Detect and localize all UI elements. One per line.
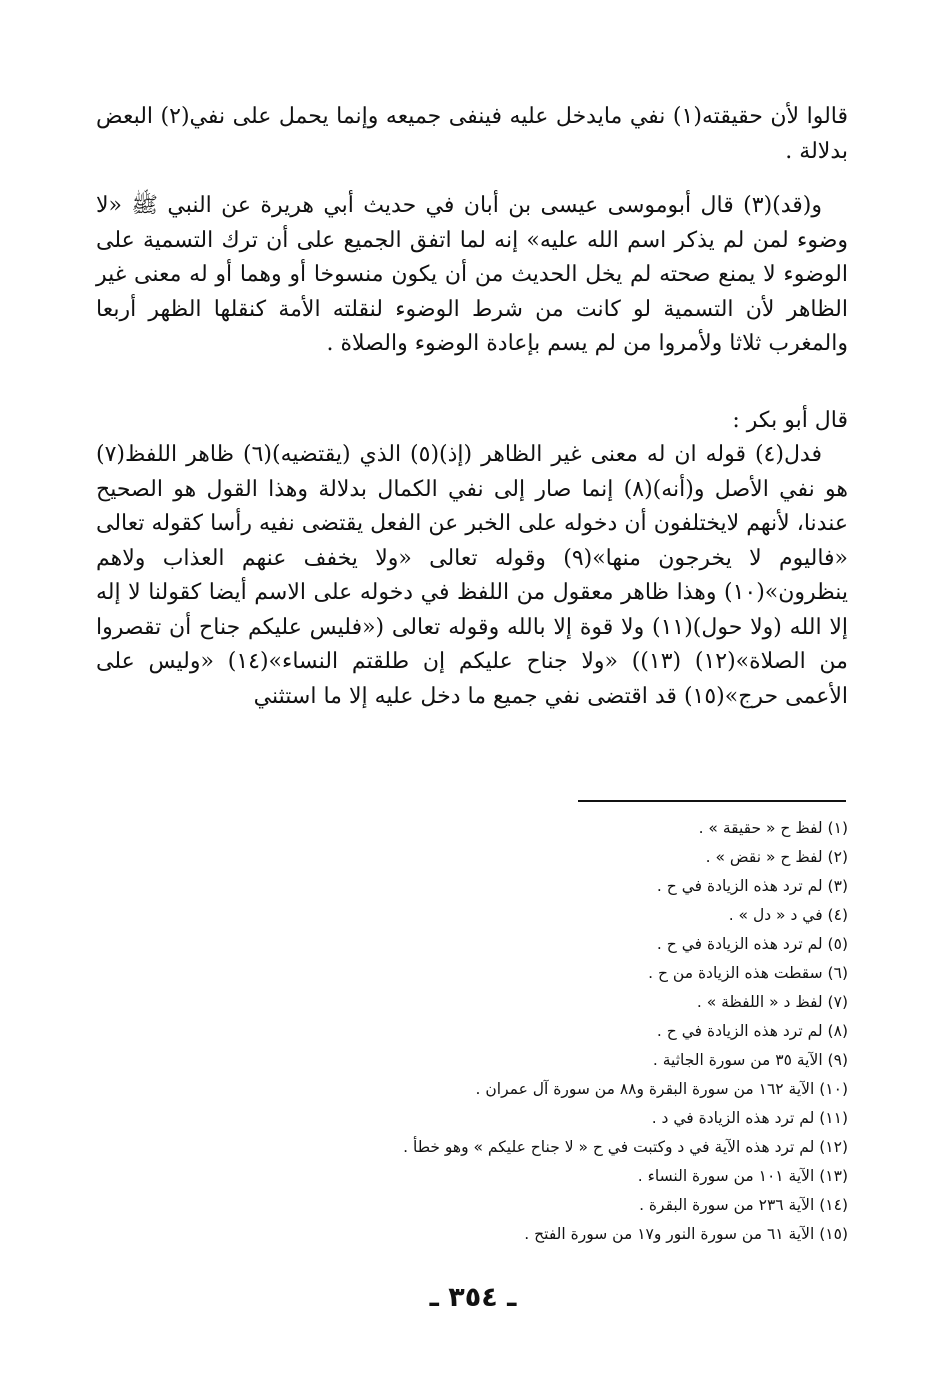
footnotes-list [148, 814, 848, 1249]
footnote-3: (٣) لم ترد هذه الزيادة في ح . [656, 877, 848, 895]
main-text [96, 100, 848, 714]
footnote-9: (٩) الآية ٣٥ من سورة الجاثية . [652, 1051, 848, 1069]
footnote-11: (١١) لم ترد هذه الزيادة في د . [651, 1109, 848, 1127]
footnote-15: (١٥) الآية ٦١ من سورة النور و١٧ من سورة الفتح . [524, 1225, 848, 1243]
footnote-6: (٦) سقطت هذه الزيادة من ح . [648, 964, 848, 982]
page-number: ـ ٣٥٤ ـ [429, 1282, 517, 1313]
footnote-12: (١٢) لم ترد هذه الآية في د وكتبت في ح « لا جناح عليكم » وهو خطأ . [403, 1138, 848, 1156]
section-heading: قال أبو بكر : [732, 407, 848, 433]
footnote-4: (٤) في د « دل » . [728, 906, 848, 924]
footnote-2: (٢) لفظ ح « نقض » . [705, 848, 848, 866]
footnote-13: (١٣) الآية ١٠١ من سورة النساء . [637, 1167, 848, 1185]
footnote-14: (١٤) الآية ٢٣٦ من سورة البقرة . [639, 1196, 848, 1214]
footnote-8: (٨) لم ترد هذه الزيادة في ح . [656, 1022, 848, 1040]
footnote-separator [578, 800, 846, 802]
footnote-5: (٥) لم ترد هذه الزيادة في ح . [656, 935, 848, 953]
paragraph-1: قالوا لأن حقيقته(١) نفي مايدخل عليه فينفى جميعه وإنما يحمل على نفي(٢) البعض بدلالة . [96, 104, 848, 164]
paragraph-2: و(قد)(٣) قال أبوموسى عيسى بن أبان في حديث أبي هريرة عن النبي ﷺ «لا وضوء لمن لم يذكر اسم الله عليه» إنه لما اتفق الجميع على أن ترك التسمية على الوضوء لا يمنع صحته لم يخل الحديث من أن يكون منسوخا أو وهما أو له معنى غير الظاهر لأن التسمية لو كانت من شرط الوضوء لنقلته الأمة كنقلها الظهر أربعا والمغرب ثلاثا ولأمروا من لم يسم بإعادة الوضوء والصلاة . [96, 193, 848, 356]
footnote-10: (١٠) الآية ١٦٢ من سورة البقرة و٨٨ من سورة آل عمران . [475, 1080, 848, 1098]
paragraph-3: فدل(٤) قوله ان له معنى غير الظاهر (إذ)(٥) الذي (يقتضيه)(٦) ظاهر اللفظ(٧) هو نفي الأصل و(أنه)(٨) إنما صار إلى نفي الكمال بدلالة وهذا القول هو الصحيح عندنا، لأنهم لايختلفون أن دخوله على الخبر عن الفعل يقتضى نفيه رأسا كقوله تعالى «فاليوم لا يخرجون منها»(٩) وقوله تعالى «ولا يخفف عنهم العذاب ولاهم ينظرون»(١٠) وهذا ظاهر معقول من اللفظ في دخوله على الاسم أيضا كقولنا لا إله إلا الله (ولا حول)(١١) ولا قوة إلا بالله وقوله تعالى («فليس عليكم جناح أن تقصروا من الصلاة»(١٢) (١٣)) «ولا جناح عليكم إن طلقتم النساء»(١٤) «وليس على الأعمى حرج»(١٥) قد اقتضى نفي جميع ما دخل عليه إلا ما استثني [96, 442, 849, 709]
footnote-1: (١) لفظ ح « حقيقة » . [698, 819, 848, 837]
footnote-7: (٧) لفظ د « اللفظة » . [696, 993, 848, 1011]
